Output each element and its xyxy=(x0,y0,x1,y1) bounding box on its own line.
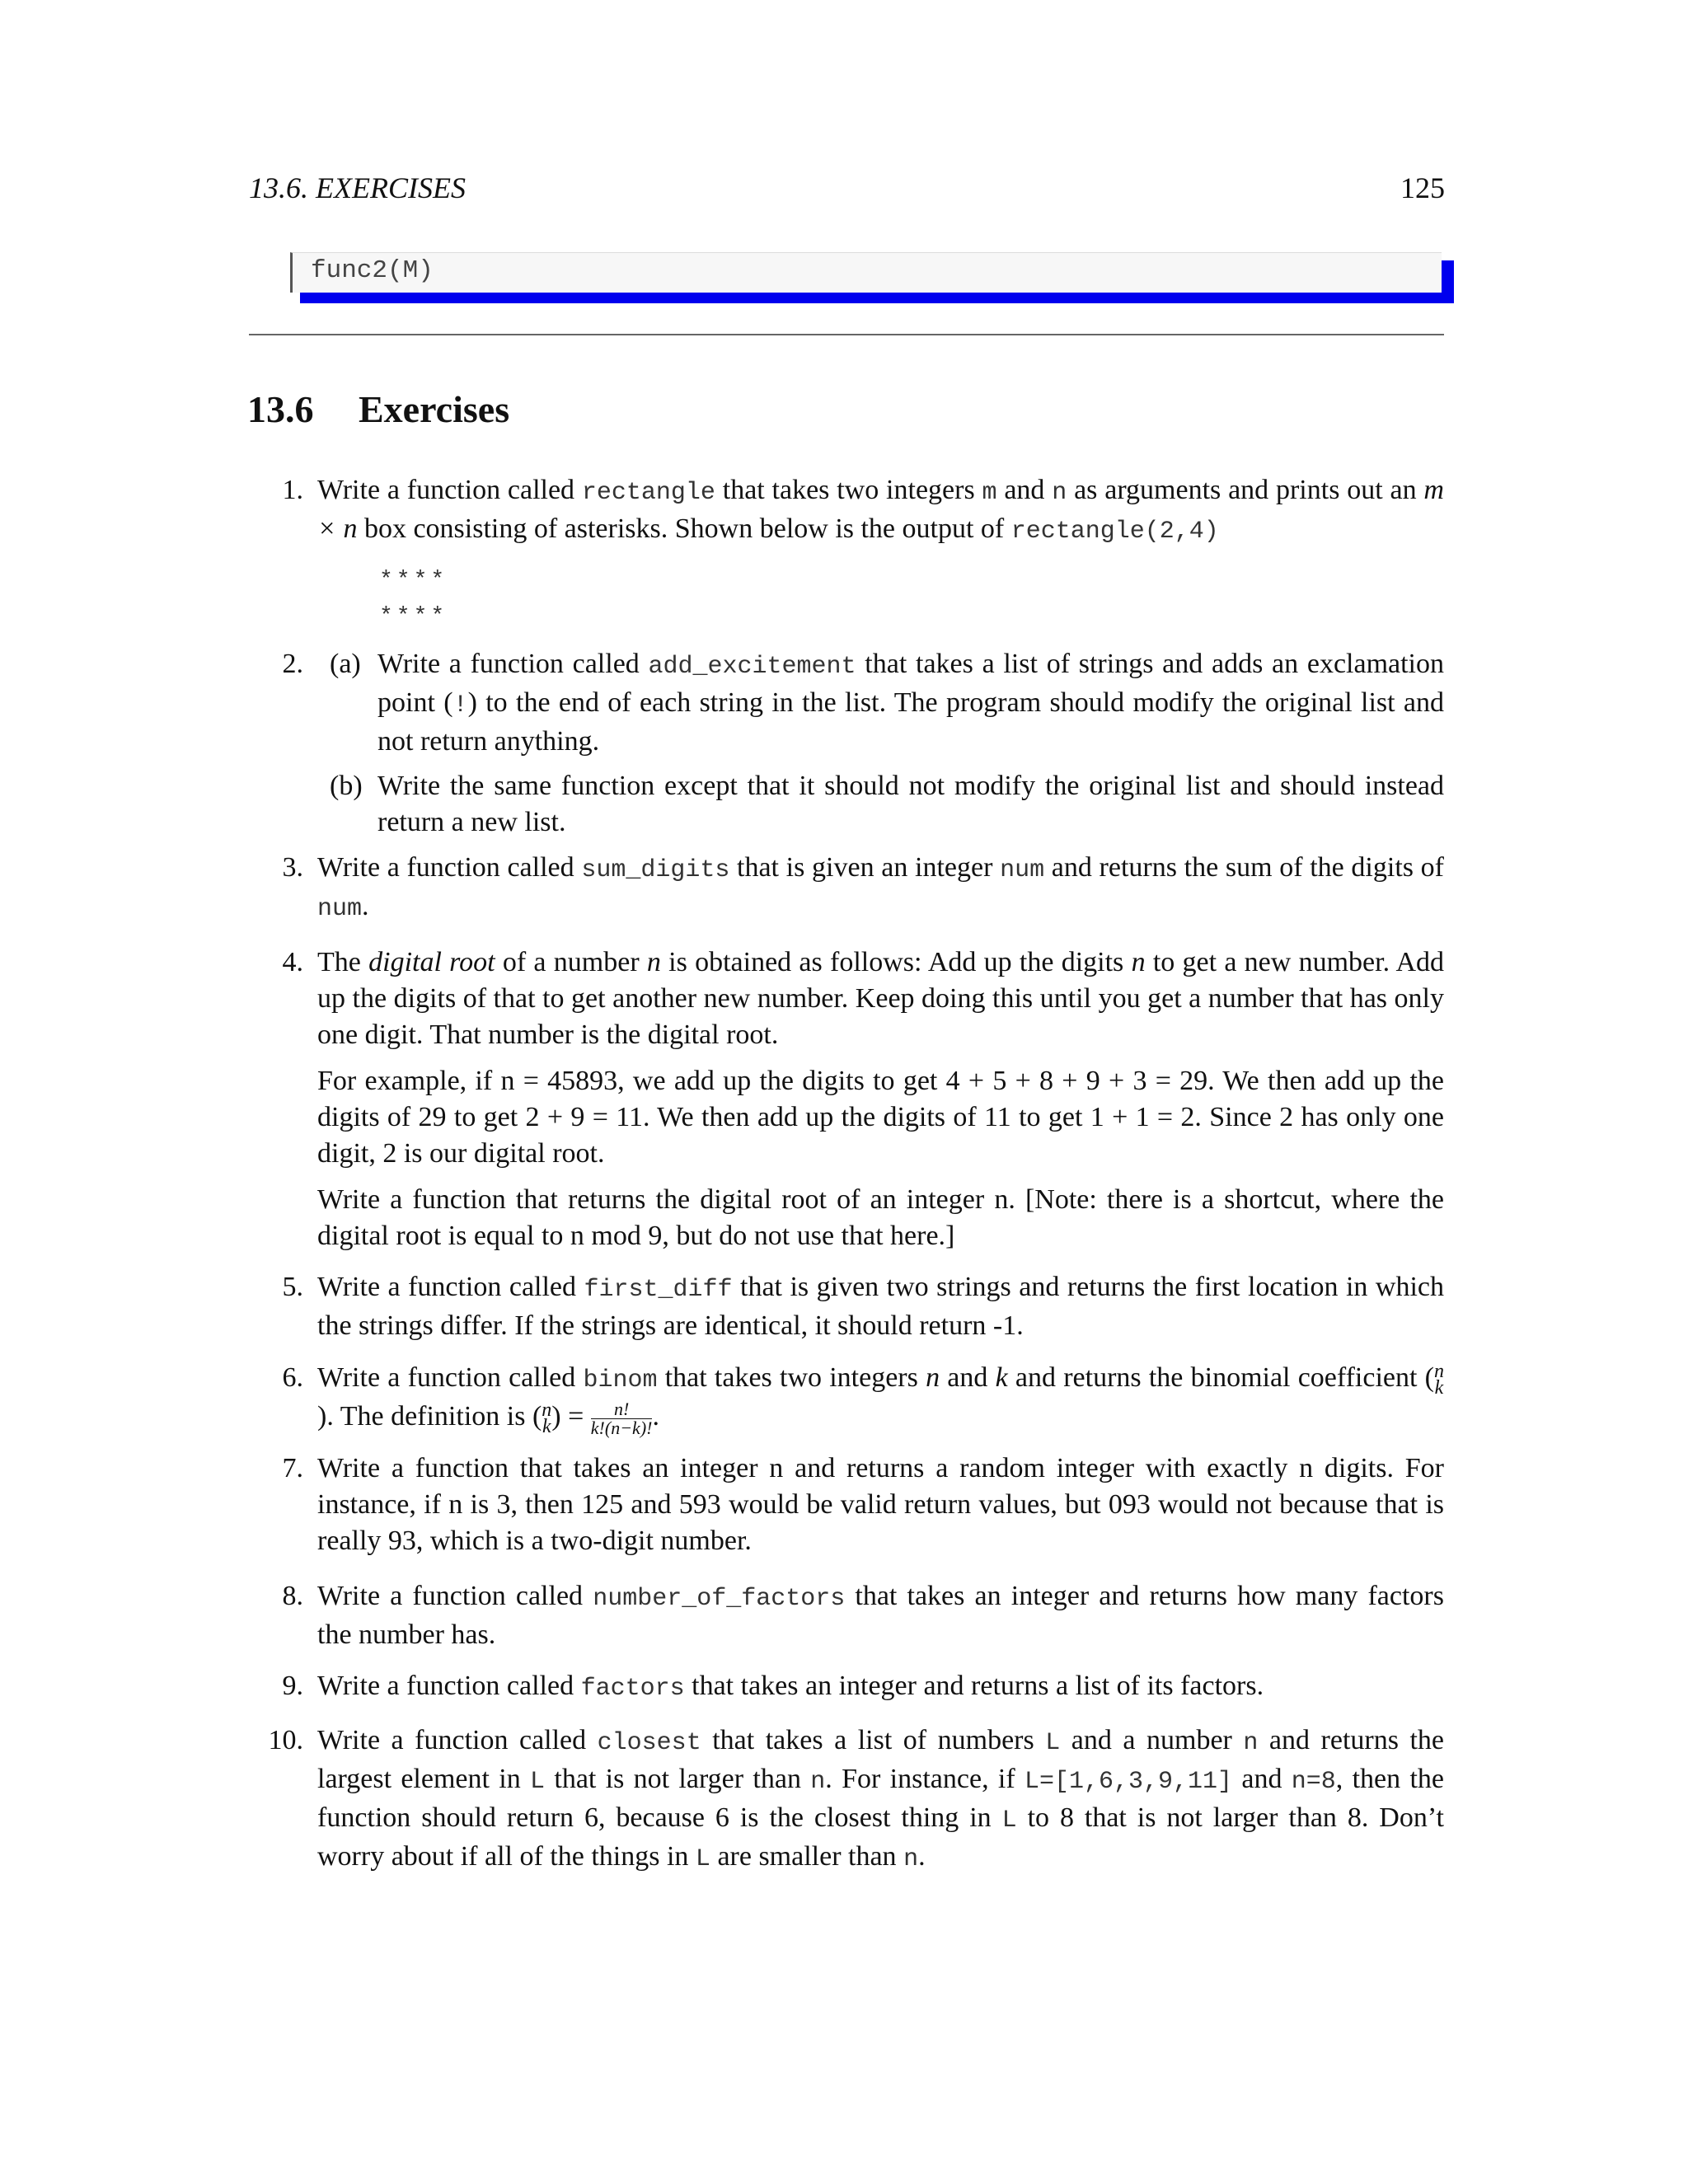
code-box-frame xyxy=(290,252,1442,293)
subpart-label: (b) xyxy=(330,771,363,801)
exercise-subpart: (b) Write the same function except that it should not modify the original list and should instead return a new list. xyxy=(317,768,1444,841)
binomial-symbol: n k xyxy=(542,1399,552,1438)
exercise-number: 2. xyxy=(282,649,303,679)
page-number: 125 xyxy=(1400,171,1445,204)
subpart-label: (a) xyxy=(330,649,361,679)
code-listing-box xyxy=(290,252,1444,293)
exercise-text: Write a function called binom that takes two integers n and k and returns the binomial coefficient ( n k ). The definition is ( n k ) = $\frac{n!}{k!(n-k)!}$ . xyxy=(317,1361,1444,1438)
exercise-number: 7. xyxy=(282,1453,303,1483)
exercise-task: Write a function that returns the digital root of an integer n. [Note: there is a shortcut, where the digital root is equal to n mod 9, but do not use that here.] xyxy=(317,1184,1444,1251)
section-number: 13.6 xyxy=(247,388,314,430)
section-divider xyxy=(249,334,1444,335)
exercise-number: 1. xyxy=(282,475,303,505)
code-line: func2(M) xyxy=(311,256,434,285)
exercise-text: The digital root of a number n is obtained as follows: Add up the digits n to get a new number. Add up the digits of that to get another new number. Keep doing this until you get a number that has only one digit. That number is the digital root. For example, if n = 45893, we add up the digits to get 4 + 5 + 8 + 9 + 3 = 29. We then add up the digits of 29 to get 2 + 9 = 11. We then add up the digits of 11 to get 1 + 1 = 2. Since 2 has only one digit, 2 is our digital root. Write a function that returns the digital root of an integer n. [Note: there is a shortcut, where the digital root is equal to n mod 9, but do not use that here.] xyxy=(317,944,1444,1254)
output-line: **** xyxy=(379,568,448,593)
exercise-number: 4. xyxy=(282,947,303,977)
exercise-text: Write a function called sum_digits that is given an integer num and returns the sum of the digits of num. xyxy=(317,852,1444,923)
exercise-number: 3. xyxy=(282,852,303,883)
exercise-number: 9. xyxy=(282,1671,303,1701)
exercise-text: Write a function called closest that takes a list of numbers L and a number n and returns the largest element in L that is not larger than n. For instance, if L=[1,6,3,9,11] and n=8, then the function should return 6, because 6 is the closest thing in L to 8 that is not larger than 8. Don’t worry about if all of the things in L are smaller than n. xyxy=(317,1725,1444,1873)
exercise-subpart: (a) Write a function called add_excitement that takes a list of strings and adds an exclamation point (!) to the end of each string in the list. The program should modify the original list and not return anything. xyxy=(317,646,1444,760)
section-title-text: Exercises xyxy=(359,388,510,430)
exercise-number: 8. xyxy=(282,1581,303,1611)
output-line: **** xyxy=(379,604,448,630)
exercise-text: Write a function called first_diff that is given two strings and returns the first location in which the strings differ. If the strings are identical, it should return -1. xyxy=(317,1272,1444,1341)
exercise-example: For example, if n = 45893, we add up the digits to get 4 + 5 + 8 + 9 + 3 = 29. We then add up the digits of 29 to get 2 + 9 = 11. We then add up the digits of 11 to get 1 + 1 = 2. Since 2 has only one digit, 2 is our digital root. xyxy=(317,1066,1444,1169)
program-output xyxy=(317,563,1444,635)
exercise-text: Write a function called rectangle that takes two integers m and n as arguments and prints out an m × n box consisting of asterisks. Shown below is the output of rectangle(2,4) **** **** xyxy=(317,472,1444,635)
section-heading xyxy=(247,387,509,431)
exercise-text: Write a function called number_of_factors that takes an integer and returns how many factors the number has. xyxy=(317,1581,1444,1650)
exercise-number: 6. xyxy=(282,1362,303,1393)
binomial-symbol: n k xyxy=(1434,1361,1444,1399)
exercise-text: Write a function called factors that takes an integer and returns a list of its factors. xyxy=(317,1671,1264,1703)
exercise-text: Write a function that takes an integer n and returns a random integer with exactly n digits. For instance, if n is 3, then 125 and 593 would be valid return values, but 093 would not because that is really 93, which is a two-digit number. xyxy=(317,1453,1444,1556)
exercise-text xyxy=(317,646,1444,841)
binomial-fraction: $\frac{n!}{k!(n-k)!}$ xyxy=(590,1398,653,1438)
exercise-number: 5. xyxy=(282,1272,303,1302)
exercise-number: 10. xyxy=(268,1725,303,1755)
running-header-section: 13.6. EXERCISES xyxy=(249,171,466,204)
